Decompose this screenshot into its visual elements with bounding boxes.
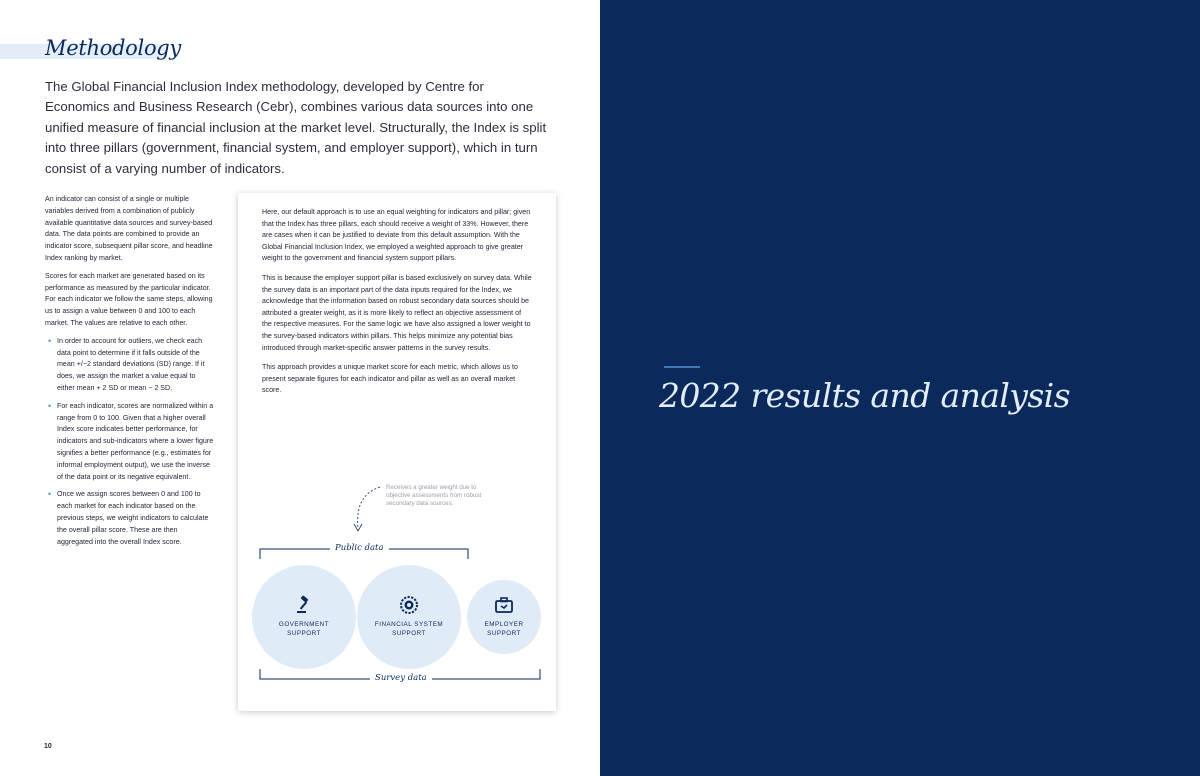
financial-system-support-pillar: [357, 565, 461, 669]
bullet-list: [45, 336, 215, 549]
briefcase-icon: [494, 595, 514, 615]
intro-paragraph: The Global Financial Inclusion Index methodology, developed by Centre for Economics and Business Research (Cebr), combines various data sources into one unified measure of financial inclusion at the market level. Structurally, the Index is split into three pillars (government, financial system, and employer support), which in turn consist of a varying number of indicators.: [45, 79, 547, 176]
section-title: Methodology: [45, 36, 181, 60]
left-paragraph: Scores for each market are generated based on its performance as measured by the particular indicator. For each indicator we follow the same steps, allowing us to assign a value between 0 and 100 to each market. The values are relative to each other.: [45, 271, 213, 327]
pillar-label: FINANCIAL SYSTEM SUPPORT: [374, 621, 444, 637]
bank-seal-icon: [399, 595, 419, 615]
page-number: 10: [44, 743, 52, 750]
survey-data-label: Survey data: [370, 673, 432, 683]
government-support-pillar: [252, 565, 356, 669]
annotation-arrow: [358, 487, 380, 529]
bullet-item: • For each indicator, scores are normalized within a range from 0 to 100. Given that a higher overall Index score indicates better performance, for indicators and sub-indicators where a lower figure signifies a better performance (e.g., estimates for informal employment output), we use the inverse of the data point or its negative equivalent.: [45, 401, 215, 484]
pillar-label: GOVERNMENT SUPPORT: [278, 621, 330, 637]
section-divider-title: 2022 results and analysis: [659, 376, 1070, 415]
box-paragraph: This approach provides a unique market score for each metric, which allows us to present separate figures for each indicator and pillar as well as an overall market score.: [262, 363, 518, 395]
left-column: [45, 194, 215, 554]
diagram-annotation: Receives a greater weight due to objective assessments from robust secondary data sources.: [386, 484, 482, 508]
bullet-item: • In order to account for outliers, we check each data point to determine if it falls outside of the mean +/−2 standard deviations (SD) range. If it does, we assign the market a value equal to either mean + 2 SD or mean − 2 SD.: [45, 336, 215, 395]
bullet-item: • Once we assign scores between 0 and 100 to each market for each indicator based on the previous steps, we weight indicators to calculate the overall pillar score. These are then aggregated into the overall Index score.: [45, 489, 215, 548]
employer-support-pillar: [467, 580, 541, 654]
pillar-label: EMPLOYER SUPPORT: [484, 621, 524, 637]
left-paragraph: An indicator can consist of a single or multiple variables derived from a combination of publicly available quantitative data sources and survey-based data. The data points are combined to provide an indicator score, subsequent pillar score, and headline Index ranking by market.: [45, 195, 213, 262]
title-accent-rule: [664, 366, 700, 368]
box-paragraph: This is because the employer support pillar is based exclusively on survey data. While the survey data is an important part of the data inputs required for the Index, we acknowledge that the information based on robust secondary data sources should be attributed a greater weight, as it is more likely to reflect an objective assessment of the respective measures. For the same logic we have also assigned a lower weight to the survey-based indicators within pillars. This helps minimize any potential bias introduced through market-specific answer patterns in the survey results.: [262, 273, 532, 352]
box-paragraph: Here, our default approach is to use an equal weighting for indicators and pillar; given that the Index has three pillars, each should receive a weight of 33%. However, there are cases when it can be justified to deviate from this default assumption. With the Global Financial Inclusion Index, we employed a weighted approach to give greater weight to the government and financial system support pillars.: [262, 208, 531, 263]
gavel-icon: [294, 595, 314, 615]
public-data-label: Public data: [330, 543, 389, 553]
